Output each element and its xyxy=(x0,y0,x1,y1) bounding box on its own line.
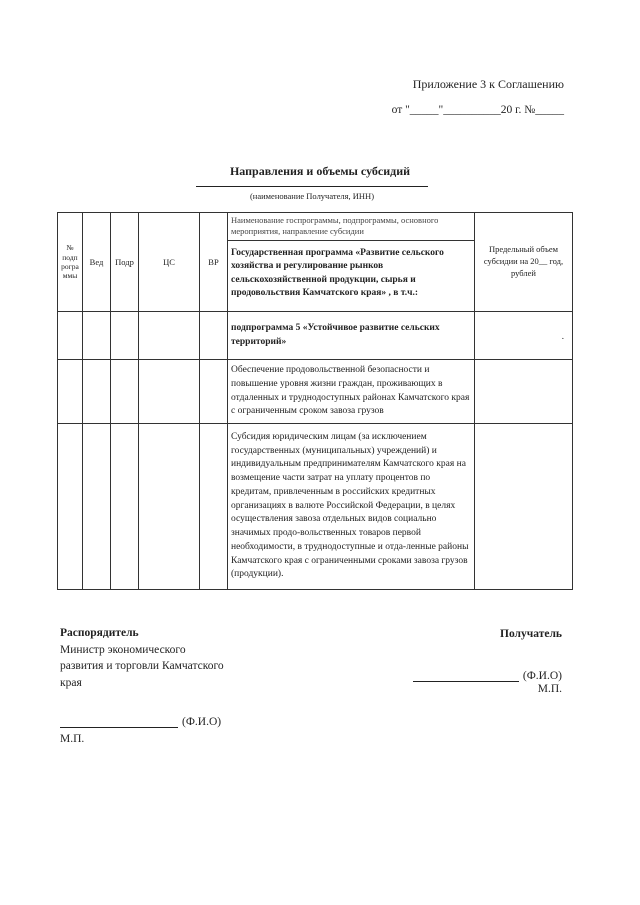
signature-line xyxy=(413,681,519,682)
table-cell xyxy=(58,360,83,424)
subprogram-mark: . xyxy=(561,330,564,341)
header-cs: ЦС xyxy=(139,213,200,312)
table-cell xyxy=(200,424,228,590)
table-cell xyxy=(200,360,228,424)
subprogram-cell xyxy=(228,312,475,360)
document-title: Направления и объемы субсидий xyxy=(229,164,411,178)
subsidies-table xyxy=(57,212,573,590)
distributor-position-line3: края xyxy=(60,677,82,690)
distributor-signature xyxy=(60,716,221,728)
table-cell xyxy=(83,360,111,424)
recipient-name-line xyxy=(196,186,428,187)
header-subprogram-number: № подп рогра ммы xyxy=(58,213,83,312)
measure-name: Обеспечение продовольственной безопасности и повышение уровня жизни граждан, проживающих в отдаленных и труднодоступных районах Камчатского края с ограниченным сроком завоза грузов xyxy=(231,364,470,417)
header-vr: ВР xyxy=(200,213,228,312)
header-name-label: Наименование госпрограммы, подпрограммы, основного мероприятия, направление субсидии xyxy=(228,213,474,241)
recipient-role: Получатель xyxy=(500,628,562,640)
table-cell xyxy=(111,312,139,360)
measure-cell xyxy=(228,360,475,424)
state-program-name: Государственная программа «Развитие сельского хозяйства и регулирование рынков сельскохозяйственной продукции, сырья и продовольствия Камчатского края» , в т.ч.: xyxy=(231,247,444,298)
appendix-label: Приложение 3 к Соглашению xyxy=(412,77,564,91)
recipient-caption: (наименование Получателя, ИНН) xyxy=(249,191,375,201)
distributor-block xyxy=(60,625,224,692)
distributor-role: Распорядитель xyxy=(60,627,139,639)
subsidy-cell xyxy=(228,424,475,590)
table-header-row xyxy=(58,213,573,312)
table-cell xyxy=(58,424,83,590)
table-cell xyxy=(139,312,200,360)
header-podr: Подр xyxy=(111,213,139,312)
table-cell xyxy=(139,424,200,590)
recipient-fio: (Ф.И.О) xyxy=(522,670,562,682)
table-cell xyxy=(475,424,573,590)
table-row xyxy=(58,424,573,590)
table-cell xyxy=(200,312,228,360)
table-cell xyxy=(139,360,200,424)
recipient-signature xyxy=(413,670,562,682)
table-cell xyxy=(58,312,83,360)
distributor-fio: (Ф.И.О) xyxy=(182,716,222,728)
table-row xyxy=(58,312,573,360)
table-cell xyxy=(475,360,573,424)
table-cell xyxy=(83,312,111,360)
header-name-cell xyxy=(228,213,475,312)
header-ved: Вед xyxy=(83,213,111,312)
table-cell xyxy=(475,312,573,360)
table-cell xyxy=(111,360,139,424)
table-cell xyxy=(83,424,111,590)
table-cell xyxy=(111,424,139,590)
subprogram-name: подпрограмма 5 «Устойчивое развитие сельских территорий» xyxy=(231,323,440,347)
header-subsidy-limit: Предельный объем субсидии на 20__ год, рублей xyxy=(475,213,573,312)
signature-line xyxy=(60,727,178,728)
distributor-position-line2: развития и торговли Камчатского xyxy=(60,660,224,673)
recipient-stamp-place: М.П. xyxy=(537,683,562,695)
distributor-stamp-place: М.П. xyxy=(60,733,85,745)
agreement-date-number-line: от "_____"__________20 г. №_____ xyxy=(391,104,564,116)
table-row xyxy=(58,360,573,424)
subsidy-description: Субсидия юридическим лицам (за исключением государственных (муниципальных) учреждений) и индивидуальным предпринимателям Камчатского края на возмещение части затрат на уплату процентов по кредитам, привлеченным в российских кредитных организациях в валюте Российской Федерации, в целях осуществления завоза отдельных видов социально значимых продо-вольственных товаров первой необходимости, в труднодоступные и отда-ленные районы Камчатского края с ограниченными сроками завоза грузов (продукции). xyxy=(231,431,469,580)
distributor-position-line1: Министр экономического xyxy=(60,643,186,656)
